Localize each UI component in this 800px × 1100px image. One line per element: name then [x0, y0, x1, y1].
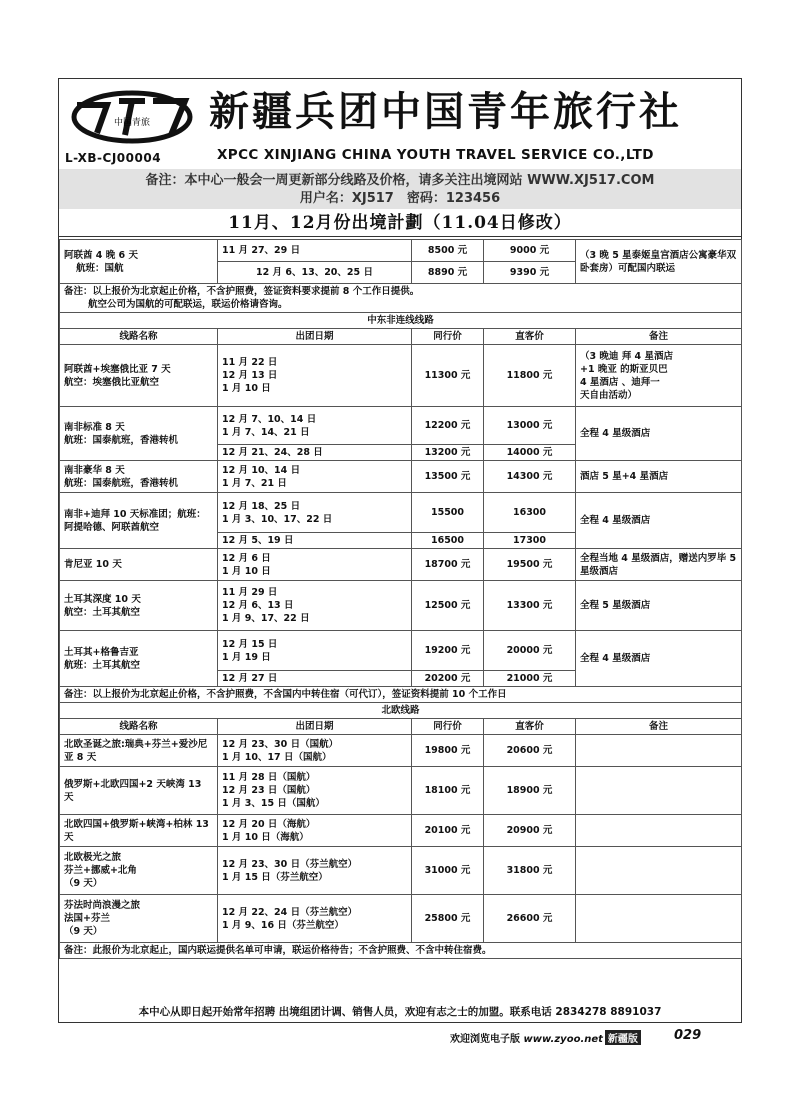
table-row — [60, 767, 742, 815]
col-peer: 同行价 — [412, 719, 484, 735]
peer-price: 20100 元 — [412, 815, 484, 847]
remark-cell — [576, 735, 742, 767]
dates-cell: 12 月 20 日（海航） 1 月 10 日（海航） — [218, 815, 412, 847]
peer-price: 16500 — [412, 533, 484, 549]
dates-cell: 12 月 6、13、20、25 日 — [218, 262, 412, 284]
dates-cell: 12 月 23、30 日（芬兰航空） 1 月 15 日（芬兰航空） — [218, 847, 412, 895]
page-frame — [58, 78, 742, 1023]
remark-cell: 全程 4 星级酒店 — [576, 407, 742, 461]
peer-price: 11300 元 — [412, 345, 484, 407]
direct-price: 20600 元 — [484, 735, 576, 767]
table-row — [60, 895, 742, 943]
direct-price: 20000 元 — [484, 631, 576, 671]
logo-text: 中国青旅 — [113, 118, 151, 128]
col-route: 线路名称 — [60, 719, 218, 735]
note-cell: 备注：以上报价为北京起止价格，不含护照费，不含国内中转住宿（可代订），签证资料提前 10 个工作日 — [60, 687, 742, 703]
peer-price: 20200 元 — [412, 671, 484, 687]
route-cell: 北欧极光之旅 芬兰+挪威+北角 （9 天） — [60, 847, 218, 895]
direct-price: 19500 元 — [484, 549, 576, 581]
remark-cell — [576, 847, 742, 895]
peer-price: 19800 元 — [412, 735, 484, 767]
direct-price: 9000 元 — [484, 240, 576, 262]
page-bar — [450, 1030, 750, 1046]
table-row — [60, 581, 742, 631]
table-row — [60, 345, 742, 407]
col-dates: 出团日期 — [218, 719, 412, 735]
peer-price: 12200 元 — [412, 407, 484, 445]
dates-cell: 12 月 23、30 日（国航） 1 月 10、17 日（国航） — [218, 735, 412, 767]
direct-price: 21000 元 — [484, 671, 576, 687]
col-remark: 备注 — [576, 329, 742, 345]
route-cell: 南非+迪拜 10 天标准团；航班：阿提哈德、阿联酋航空 — [60, 493, 218, 549]
route-cell: 芬法时尚浪漫之旅 法国+芬兰 （9 天） — [60, 895, 218, 943]
dates-cell: 11 月 29 日 12 月 6、13 日 1 月 9、17、22 日 — [218, 581, 412, 631]
website-notice — [59, 169, 741, 209]
remark-cell: （3 晚迪 拜 4 星酒店 +1 晚亚 的斯亚贝巴 4 星酒店 、迪拜一 天自由活动） — [576, 345, 742, 407]
plan-title — [59, 209, 741, 237]
dates-cell: 12 月 21、24、28 日 — [218, 445, 412, 461]
peer-price: 8500 元 — [412, 240, 484, 262]
dates-cell: 12 月 6 日 1 月 10 日 — [218, 549, 412, 581]
peer-price: 8890 元 — [412, 262, 484, 284]
table-row — [60, 943, 742, 959]
page-number: 029 — [674, 1028, 702, 1043]
col-peer: 同行价 — [412, 329, 484, 345]
itinerary-table — [59, 239, 742, 959]
peer-price: 25800 元 — [412, 895, 484, 943]
dates-cell: 12 月 27 日 — [218, 671, 412, 687]
notice-line-1: 备注：本中心一般会一周更新部分线路及价格，请多关注出境网站 WWW.XJ517.COM — [145, 173, 655, 188]
direct-price: 11800 元 — [484, 345, 576, 407]
license-code: L-XB-CJ00004 — [65, 151, 162, 165]
col-dates: 出团日期 — [218, 329, 412, 345]
remark-cell — [576, 895, 742, 943]
table-row — [60, 687, 742, 703]
table-row — [60, 461, 742, 493]
direct-price: 31800 元 — [484, 847, 576, 895]
remark-cell: 酒店 5 星+4 星酒店 — [576, 461, 742, 493]
route-cell: 肯尼亚 10 天 — [60, 549, 218, 581]
remark-cell: 全程 4 星级酒店 — [576, 631, 742, 687]
direct-price: 9390 元 — [484, 262, 576, 284]
col-remark: 备注 — [576, 719, 742, 735]
peer-price: 18100 元 — [412, 767, 484, 815]
direct-price: 14300 元 — [484, 461, 576, 493]
direct-price: 14000 元 — [484, 445, 576, 461]
direct-price: 26600 元 — [484, 895, 576, 943]
peer-price: 12500 元 — [412, 581, 484, 631]
dates-cell: 12 月 18、25 日 1 月 3、10、17、22 日 — [218, 493, 412, 533]
table-row — [60, 815, 742, 847]
table-row — [60, 631, 742, 671]
dates-cell: 11 月 27、29 日 — [218, 240, 412, 262]
note-cell: 备注：以上报价为北京起止价格，不含护照费，签证资料要求提前 8 个工作日提供。 航空公司为国航的可配联运，联运价格请咨询。 — [60, 284, 742, 313]
peer-price: 31000 元 — [412, 847, 484, 895]
section-header: 中东非连线线路 — [60, 313, 742, 329]
section-header: 北欧线路 — [60, 703, 742, 719]
direct-price: 17300 — [484, 533, 576, 549]
table-row — [60, 284, 742, 313]
col-route: 线路名称 — [60, 329, 218, 345]
route-cell: 土耳其+格鲁吉亚 航班：土耳其航空 — [60, 631, 218, 687]
remark-cell: （3 晚 5 星泰姬皇宫酒店公寓豪华双卧套房）可配国内联运 — [576, 240, 742, 284]
site-label: 欢迎浏览电子版 — [450, 1034, 520, 1045]
direct-price: 13300 元 — [484, 581, 576, 631]
col-direct: 直客价 — [484, 329, 576, 345]
dates-cell: 12 月 7、10、14 日 1 月 7、14、21 日 — [218, 407, 412, 445]
plan-title-text: 11月、12月份出境計劃（11.04日修改） — [228, 213, 572, 233]
route-cell: 阿联酋+埃塞俄比亚 7 天 航空：埃塞俄比亚航空 — [60, 345, 218, 407]
site-credit — [450, 1030, 641, 1045]
table-row — [60, 407, 742, 445]
col-direct: 直客价 — [484, 719, 576, 735]
peer-price: 15500 — [412, 493, 484, 533]
note-cell: 备注：此报价为北京起止，国内联运提供名单可申请，联运价格待告；不含护照费、不含中转住宿费。 — [60, 943, 742, 959]
header — [59, 79, 741, 167]
peer-price: 19200 元 — [412, 631, 484, 671]
remark-cell: 全程当地 4 星级酒店，赠送内罗毕 5 星级酒店 — [576, 549, 742, 581]
recruitment-footer: 本中心从即日起开始常年招聘 出境组团计调、销售人员，欢迎有志之士的加盟。联系电话 2834278 8891037 — [138, 1006, 662, 1018]
table-row — [60, 847, 742, 895]
route-cell: 北欧四国+俄罗斯+峡湾+柏林 13 天 — [60, 815, 218, 847]
dates-cell: 12 月 22、24 日（芬兰航空） 1 月 9、16 日（芬兰航空） — [218, 895, 412, 943]
route-cell: 俄罗斯+北欧四国+2 天峡湾 13 天 — [60, 767, 218, 815]
route-cell: 南非标准 8 天 航班：国泰航班，香港转机 — [60, 407, 218, 461]
dates-cell: 11 月 28 日（国航） 12 月 23 日（国航） 1 月 3、15 日（国航） — [218, 767, 412, 815]
direct-price: 13000 元 — [484, 407, 576, 445]
column-headers — [60, 329, 742, 345]
dates-cell: 11 月 22 日 12 月 13 日 1 月 10 日 — [218, 345, 412, 407]
direct-price: 20900 元 — [484, 815, 576, 847]
direct-price: 18900 元 — [484, 767, 576, 815]
peer-price: 18700 元 — [412, 549, 484, 581]
table-row — [60, 735, 742, 767]
table-row — [60, 240, 742, 262]
edition-badge: 新疆版 — [605, 1030, 641, 1045]
site-url[interactable]: www.zyoo.net — [523, 1034, 603, 1045]
route-cell: 南非豪华 8 天 航班：国泰航班，香港转机 — [60, 461, 218, 493]
table-row — [60, 549, 742, 581]
agency-title-cn: 新疆兵团中国青年旅行社 — [209, 89, 682, 135]
remark-cell — [576, 815, 742, 847]
route-cell: 土耳其深度 10 天 航空：土耳其航空 — [60, 581, 218, 631]
agency-title-en: XPCC XINJIANG CHINA YOUTH TRAVEL SERVICE CO.,LTD — [217, 147, 654, 163]
peer-price: 13500 元 — [412, 461, 484, 493]
dates-cell: 12 月 5、19 日 — [218, 533, 412, 549]
dates-cell: 12 月 15 日 1 月 19 日 — [218, 631, 412, 671]
table-row — [60, 493, 742, 533]
remark-cell: 全程 4 星级酒店 — [576, 493, 742, 549]
route-cell: 北欧圣诞之旅:瑞典+芬兰+爱沙尼亚 8 天 — [60, 735, 218, 767]
remark-cell — [576, 767, 742, 815]
dates-cell: 12 月 10、14 日 1 月 7、21 日 — [218, 461, 412, 493]
column-headers — [60, 719, 742, 735]
notice-line-2: 用户名：XJ517 密码：123456 — [299, 191, 501, 206]
peer-price: 13200 元 — [412, 445, 484, 461]
agency-logo — [67, 87, 197, 151]
route-cell: 阿联酋 4 晚 6 天 航班：国航 — [60, 240, 218, 284]
remark-cell: 全程 5 星级酒店 — [576, 581, 742, 631]
direct-price: 16300 — [484, 493, 576, 533]
